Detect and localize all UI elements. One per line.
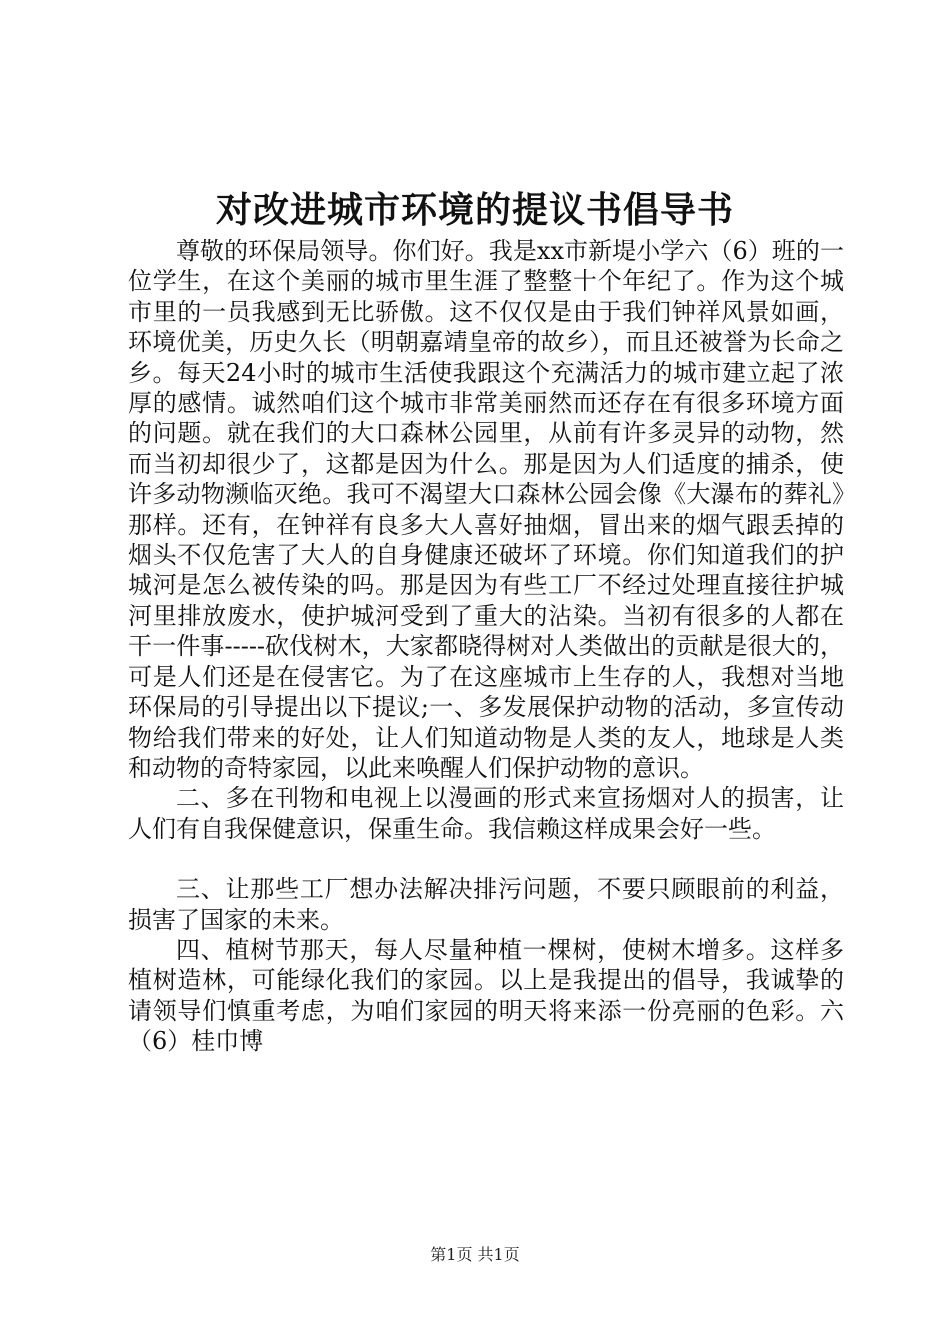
paragraph-4: 四、植树节那天，每人尽量种植一棵树，使树木增多。这样多植树造林，可能绿化我们的家园。以上是我提出的倡导，我诚挚的请领导们慎重考虑，为咱们家园的明天将来添一份亮丽的色彩。六（6）桂巾博 xyxy=(128,935,844,1056)
paragraph-3: 三、让那些工厂想办法解决排污问题，不要只顾眼前的利益，损害了国家的未来。 xyxy=(128,875,844,934)
paragraph-1: 尊敬的环保局领导。你们好。我是xx市新堤小学六（6）班的一位学生，在这个美丽的城市里生涯了整整十个年纪了。作为这个城市里的一员我感到无比骄傲。这不仅仅是由于我们钟祥风景如画，环境优美，历史久长（明朝嘉靖皇帝的故乡），而且还被誉为长命之乡。每天24小时的城市生活使我跟这个充满活力的城市建立起了浓厚的感情。诚然咱们这个城市非常美丽然而还存在有很多环境方面的问题。就在我们的大口森林公园里，从前有许多灵异的动物，然而当初却很少了，这都是因为什么。那是因为人们适度的捕杀，使许多动物濒临灭绝。我可不渴望大口森林公园会像《大瀑布的葬礼》那样。还有，在钟祥有良多大人喜好抽烟，冒出来的烟气跟丢掉的烟头不仅危害了大人的自身健康还破坏了环境。你们知道我们的护城河是怎么被传染的吗。那是因为有些工厂不经过处理直接往护城河里排放废水，使护城河受到了重大的沾染。当初有很多的人都在干一件事-----砍伐树木，大家都晓得树对人类做出的贡献是很大的，可是人们还是在侵害它。为了在这座城市上生存的人，我想对当地环保局的引导提出以下提议;一、多发展保护动物的活动，多宣传动物给我们带来的好处，让人们知道动物是人类的友人，地球是人类和动物的奇特家园，以此来唤醒人们保护动物的意识。 xyxy=(128,237,844,782)
document-body xyxy=(128,236,844,1057)
page-footer: 第1页 共1页 xyxy=(430,1245,520,1264)
document-title: 对改进城市环境的提议书倡导书 xyxy=(215,189,734,231)
paragraph-spacer xyxy=(128,844,844,874)
paragraph-2: 二、多在刊物和电视上以漫画的形式来宣扬烟对人的损害，让人们有自我保健意识，保重生命。我信赖这样成果会好一些。 xyxy=(128,784,844,843)
